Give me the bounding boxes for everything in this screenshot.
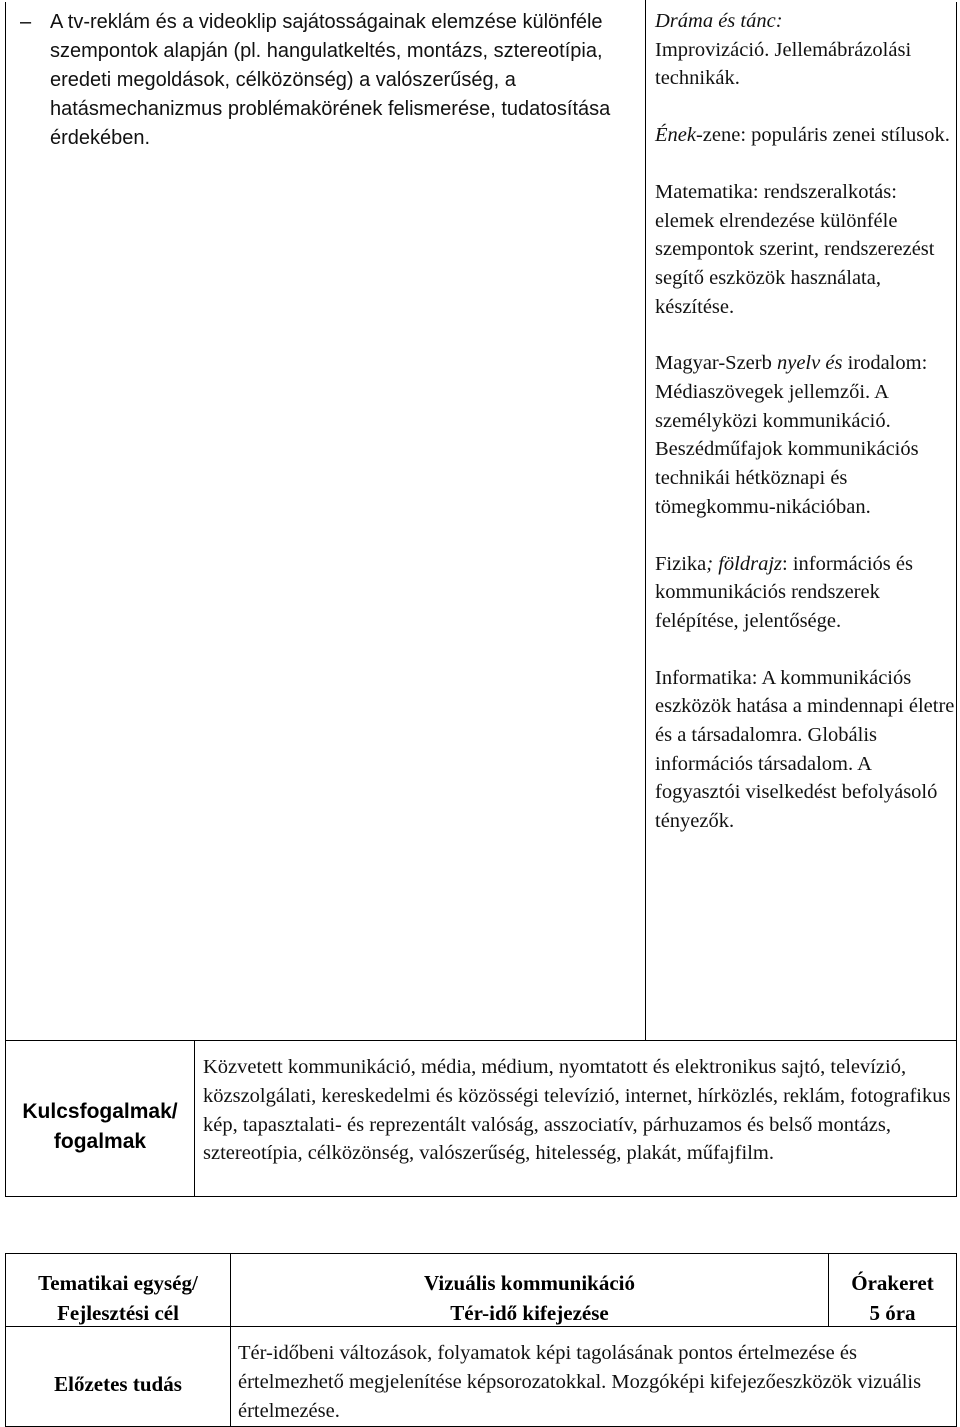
drama-text: Improvizáció. Jellemábrázolási technikák. xyxy=(655,38,912,90)
list-dash: – xyxy=(20,11,32,33)
prior-knowledge-label: Előzetes tudás xyxy=(54,1372,182,1396)
development-goal-text: A tv-reklám és a videoklip sajátosságainak elemzése különféle szempontok alapján (pl. hangulatkeltés, montázs, sztereotípia, eredeti megoldások, célközönség) a valószerűség, a hatásmechanizmus problémakörének felismerése, tudatosítása érdekében. xyxy=(50,11,611,149)
unit-title-line1: Vizuális kommunikáció xyxy=(423,1271,635,1295)
drama-label: Dráma és tánc: xyxy=(655,10,783,32)
geography-label: ; földrajz xyxy=(706,552,782,575)
unit-title xyxy=(231,1268,828,1328)
thematic-unit-label xyxy=(6,1268,230,1328)
physics-connection xyxy=(655,550,955,636)
thematic-unit-line2: Fejlesztési cél xyxy=(57,1301,179,1325)
unit-title-line2: Tér-idő kifejezése xyxy=(450,1301,609,1325)
language-text: irodalom: Médiaszövegek jellemzői. A személyközi kommunikáció. Beszédműfajok kommunikációs technikái hétköznapi és tömegkommu-nikációban. xyxy=(655,352,928,518)
prior-knowledge-text: Tér-időbeni változások, folyamatok képi tagolásának pontos értelmezése és értelmezhető megjelenítése képsorozatokkal. Mozgóképi kifejezőeszközök vizuális értelmezése. xyxy=(238,1342,922,1422)
hours-label: Órakeret xyxy=(851,1271,934,1295)
hours-cell xyxy=(829,1268,956,1328)
key-concepts-label xyxy=(6,1097,194,1157)
hours-value: 5 óra xyxy=(869,1301,916,1325)
music-label: Ének xyxy=(655,124,696,147)
key-concepts-label-line1: Kulcsfogalmak/ xyxy=(22,1100,178,1123)
language-label: Magyar-Szerb xyxy=(655,352,772,375)
upper-divider-row xyxy=(5,1040,957,1041)
language-connection xyxy=(655,349,955,521)
it-connection: Informatika: A kommunikációs eszközök hatása a mindennapi életre és a társadalomra. Globális információs társadalom. A fogyasztói viselkedést befolyásoló tényezők. xyxy=(655,666,955,833)
thematic-unit-line1: Tematikai egység/ xyxy=(38,1271,198,1295)
upper-divider-main xyxy=(645,0,646,1040)
connections-column xyxy=(655,7,955,864)
music-connection xyxy=(655,121,955,150)
key-concepts-text: Közvetett kommunikáció, média, médium, nyomtatott és elektronikus sajtó, televízió, közszolgálati, kereskedelmi és közösségi televízió, internet, hírközlés, reklám, fotografikus kép, tapasztalati- és reprezentált valóság, asszociatív, párhuzamos és belső montázs, sztereotípia, célközönség, valószerűség, hitelesség, plakát, műfajfilm. xyxy=(203,1056,951,1165)
kulcs-divider xyxy=(194,1040,195,1197)
drama-connection xyxy=(655,7,955,93)
physics-text: : információs és kommunikációs rendszerek felépítése, jelentősége. xyxy=(655,552,913,632)
math-connection: Matematika: rendszeralkotás: elemek elrendezése különféle szempontok szerint, rendszerezést segítő eszközök használata, készítése. xyxy=(655,180,935,318)
language-label-italic: nyelv és xyxy=(776,352,843,375)
music-text: -zene: populáris zenei stílusok. xyxy=(695,124,950,147)
physics-label: Fizika xyxy=(655,552,707,575)
key-concepts-label-line2: fogalmak xyxy=(53,1130,147,1153)
